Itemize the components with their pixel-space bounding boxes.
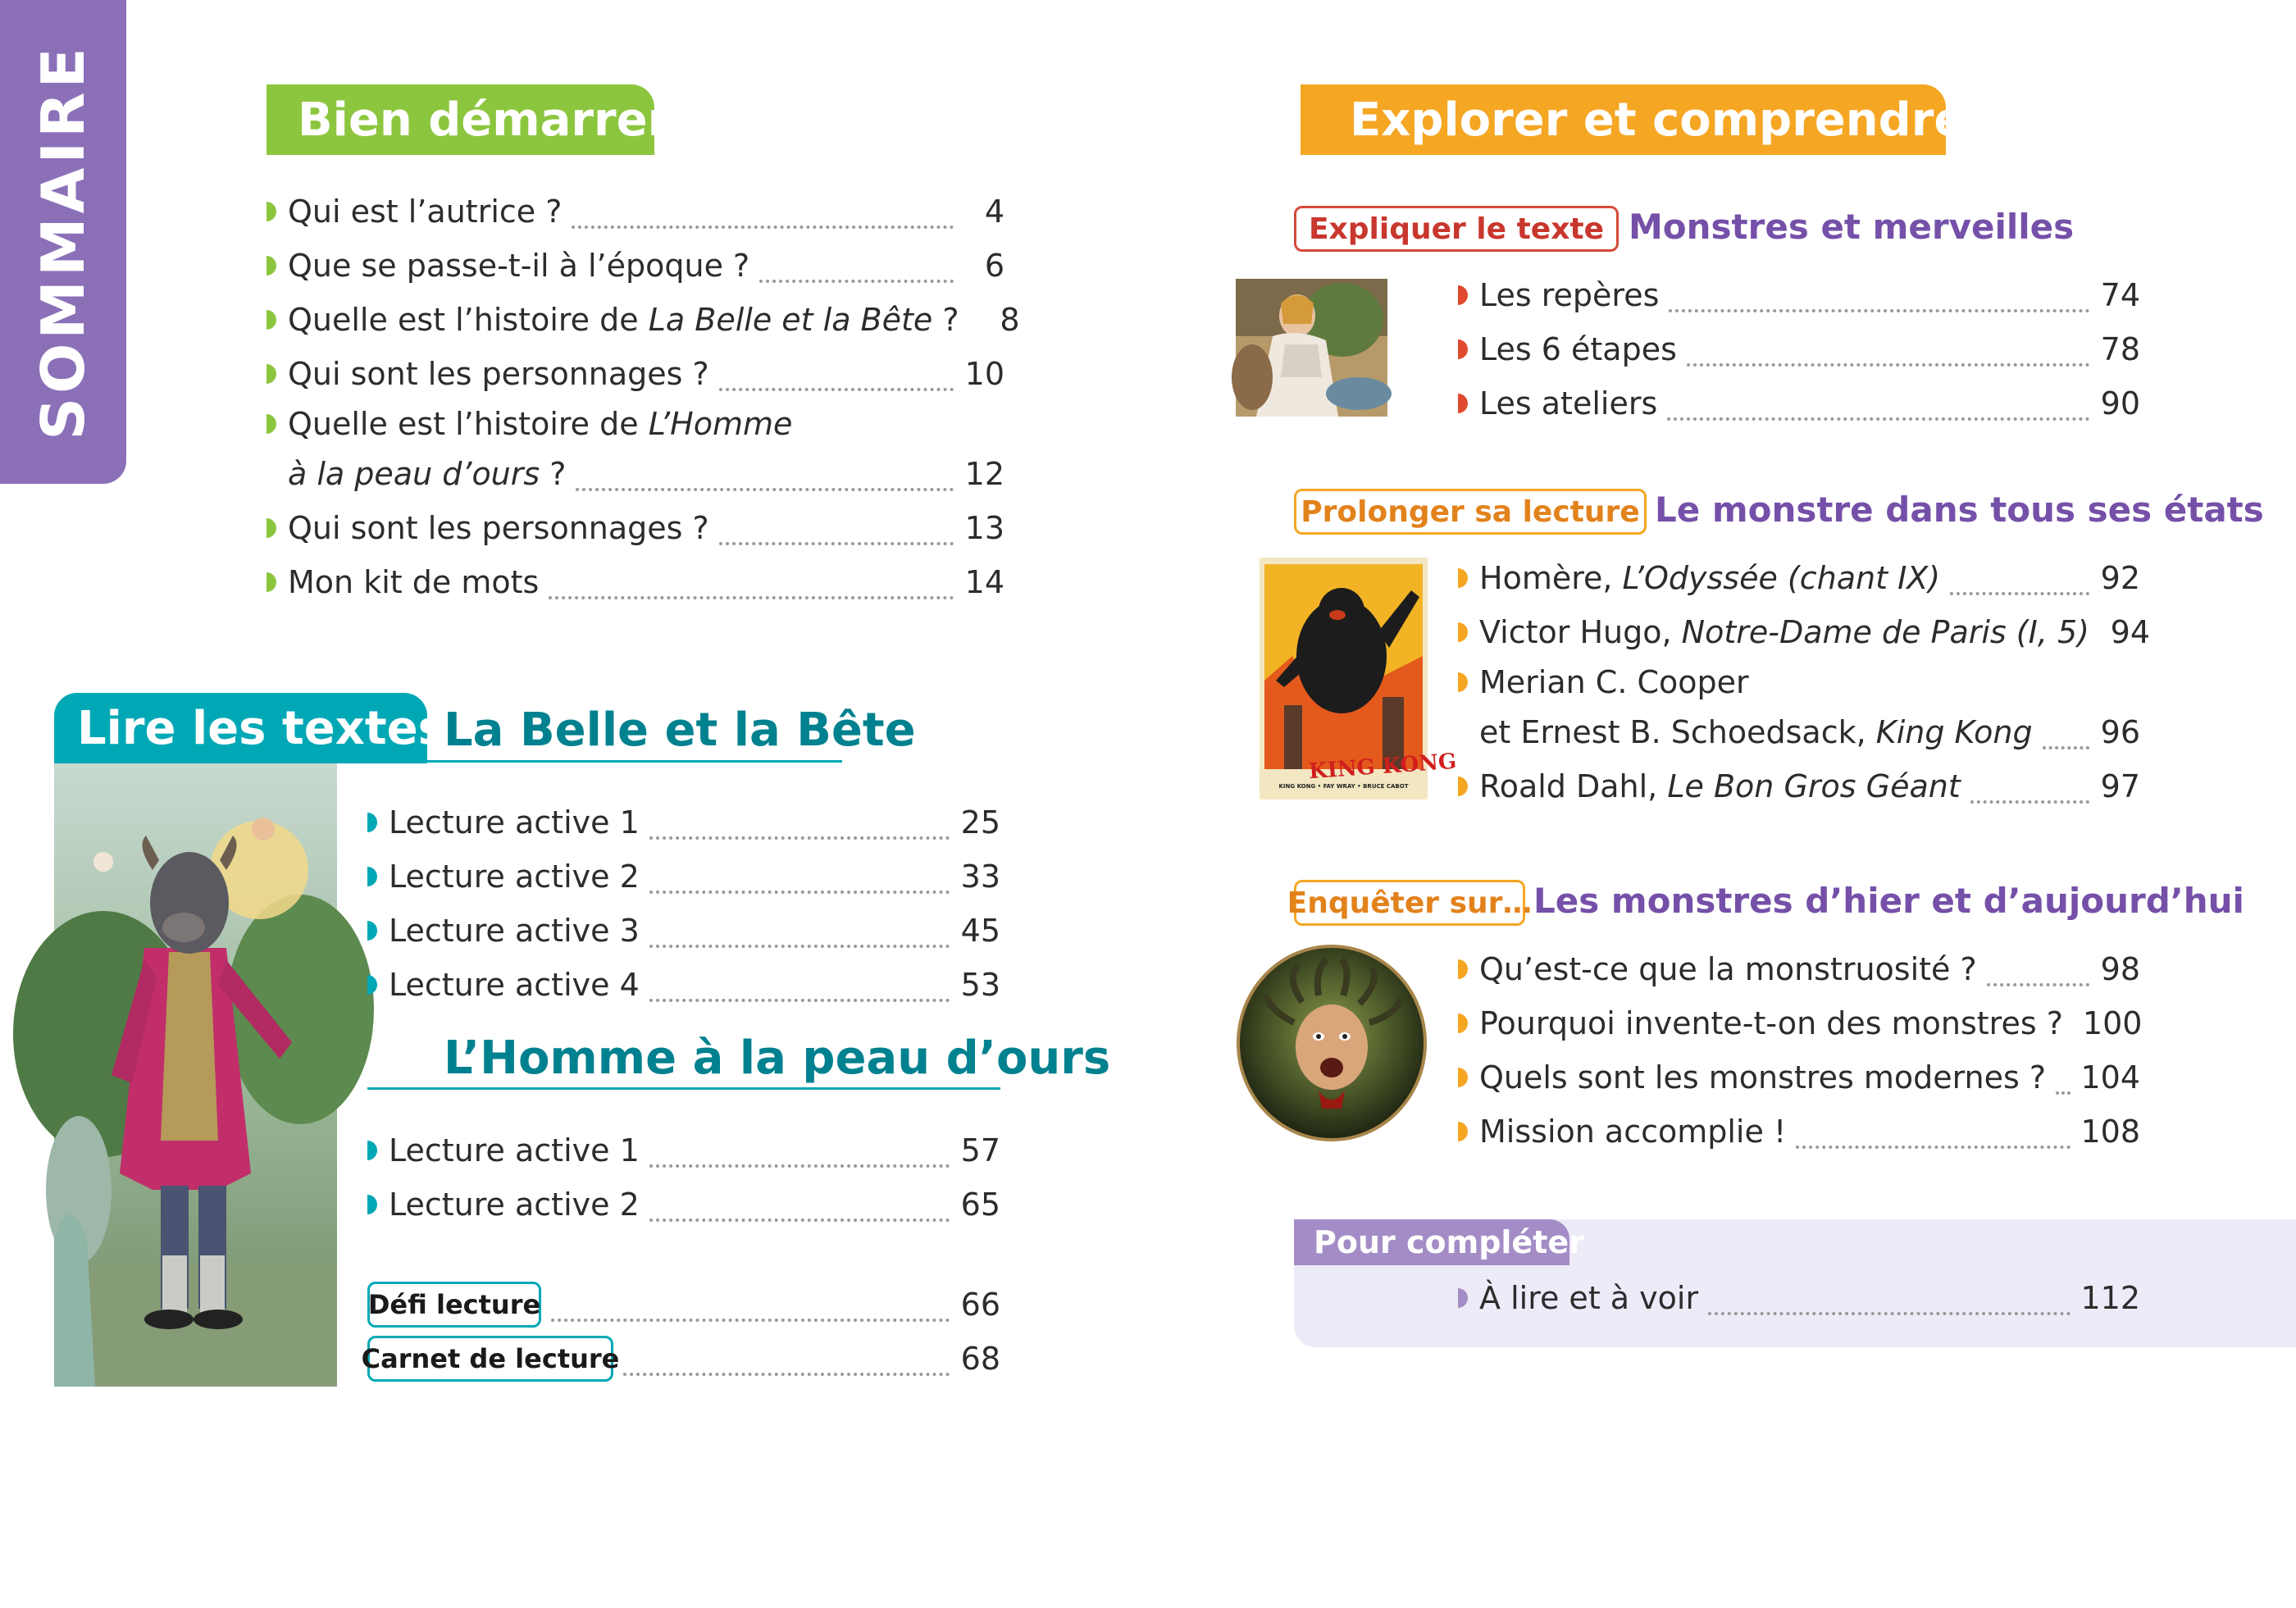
page-number: 45 [960, 913, 1000, 949]
toc-row[interactable]: Victor Hugo, Notre-Dame de Paris (I, 5) 94 [1458, 605, 2140, 659]
page-number: 65 [960, 1187, 1000, 1223]
defi-lecture-tag: Défi lecture [367, 1282, 541, 1328]
dot-leader [649, 927, 950, 948]
title-underline [427, 760, 842, 763]
dot-leader [649, 818, 950, 840]
page-number: 96 [2100, 714, 2140, 750]
toc-row[interactable]: Qu’est-ce que la monstruosité ? 98 [1458, 942, 2140, 996]
carnet-de-lecture-tag: Carnet de lecture [367, 1336, 613, 1382]
dot-leader [649, 1200, 950, 1222]
toc-expliquer-le-texte [1458, 268, 2140, 430]
page-number: 53 [960, 967, 1000, 1003]
toc-pour-completer [1458, 1271, 2140, 1325]
title-l-homme-a-la-peau-d-ours: L’Homme à la peau d’ours [444, 1032, 1111, 1085]
beast-illustration-svg [54, 763, 337, 1387]
section-header-pour-completer: Pour compléter [1294, 1219, 1569, 1265]
toc-row[interactable]: Qui est l’autrice ? 4 [266, 184, 1004, 239]
medusa-shield-illustration [1237, 945, 1428, 1141]
page-number: 97 [2100, 768, 2140, 804]
page-number: 98 [2100, 951, 2140, 987]
bullet-icon [367, 921, 377, 941]
toc-row[interactable]: Lecture active 4 53 [367, 958, 1000, 1012]
page-number: 8 [1000, 302, 1020, 338]
dot-leader [759, 262, 954, 283]
toc-row[interactable]: Les ateliers 90 [1458, 376, 2140, 430]
king-kong-poster [1260, 558, 1458, 799]
page-number: 66 [960, 1287, 1000, 1323]
beast-illustration [54, 763, 337, 1387]
bullet-icon [367, 1141, 377, 1160]
page-number: 14 [964, 564, 1004, 600]
dot-leader [649, 1146, 950, 1168]
page-number: 92 [2100, 560, 2140, 596]
page-number: 13 [964, 510, 1004, 546]
toc-row[interactable]: Qui sont les personnages ? 10 [266, 347, 1004, 401]
section-header-lire-les-textes: Lire les textes [54, 693, 427, 763]
sommaire-label: SOMMAIRE [29, 43, 98, 440]
dot-leader [1950, 574, 2089, 595]
enqueter-sur-tag: Enquêter sur… [1294, 880, 1525, 926]
bullet-icon [1458, 394, 1468, 413]
toc-row-two-line[interactable]: Quelle est l’histoire de L’Homme à la peau d’ours ? 12 [266, 401, 1004, 501]
dot-leader [1667, 399, 2089, 421]
page-number: 90 [2100, 385, 2140, 421]
bullet-icon [1458, 672, 1468, 692]
page-number: 57 [960, 1132, 1000, 1168]
poster-title: KING KONG [1308, 749, 1458, 785]
toc-row[interactable]: Mission accomplie ! 108 [1458, 1105, 2140, 1159]
bullet-icon [1458, 568, 1468, 588]
toc-row[interactable]: Lecture active 1 57 [367, 1123, 1000, 1178]
bullet-icon [1458, 777, 1468, 796]
bullet-icon [367, 813, 377, 832]
dot-leader [551, 1301, 950, 1322]
page-number: 10 [964, 356, 1004, 392]
toc-row[interactable]: Quelle est l’histoire de La Belle et la Bête ? 8 [266, 293, 1004, 347]
toc-row[interactable]: Lecture active 2 33 [367, 850, 1000, 904]
dot-leader [649, 981, 950, 1002]
painting-illustration [1236, 279, 1387, 417]
dot-leader [719, 524, 954, 545]
dot-leader [1970, 782, 2089, 804]
toc-row[interactable]: Les repères 74 [1458, 268, 2140, 322]
dot-leader [2056, 1073, 2070, 1095]
page-number: 12 [964, 456, 1004, 492]
expliquer-le-texte-tag: Expliquer le texte [1294, 206, 1619, 252]
bullet-icon [1458, 959, 1468, 979]
title-les-monstres-d-hier-et-d-aujourd-hui: Les monstres d’hier et d’aujourd’hui [1533, 881, 2244, 921]
toc-row[interactable]: Lecture active 2 65 [367, 1178, 1000, 1232]
bullet-icon [1458, 622, 1468, 642]
toc-prolonger-sa-lecture [1458, 551, 2150, 813]
toc-row-two-line[interactable]: Merian C. Cooper et Ernest B. Schoedsack, King Kong 96 [1458, 659, 2140, 759]
bullet-icon [1458, 339, 1468, 359]
page-number: 33 [960, 859, 1000, 895]
toc-row[interactable]: Homère, L’Odyssée (chant IX) 92 [1458, 551, 2140, 605]
page-number: 108 [2080, 1114, 2140, 1150]
toc-row-carnet-de-lecture[interactable] [361, 1332, 1000, 1386]
toc-extras [361, 1278, 1000, 1386]
dot-leader [1987, 965, 2089, 986]
dot-leader [549, 578, 954, 599]
dot-leader [719, 370, 954, 391]
bullet-icon [1458, 1122, 1468, 1141]
title-monstres-et-merveilles: Monstres et merveilles [1629, 207, 2075, 247]
section-header-explorer-et-comprendre: Explorer et comprendre [1301, 84, 1946, 155]
dot-leader [572, 207, 954, 229]
toc-row[interactable]: Quels sont les monstres modernes ? 104 [1458, 1050, 2140, 1105]
toc-row[interactable]: Qui sont les personnages ? 13 [266, 501, 1004, 555]
page-number: 78 [2100, 331, 2140, 367]
page-number: 112 [2080, 1280, 2140, 1316]
page-number: 68 [960, 1341, 1000, 1377]
page-number: 4 [984, 194, 1004, 230]
dot-leader [1669, 291, 2089, 312]
dot-leader [649, 872, 950, 894]
toc-la-belle-et-la-bete [367, 795, 1000, 1012]
dot-leader [576, 470, 954, 491]
bullet-icon [266, 572, 276, 592]
bullet-icon [367, 1195, 377, 1214]
page-number: 100 [2082, 1005, 2143, 1041]
dot-leader [1708, 1294, 2070, 1315]
toc-row[interactable]: À lire et à voir 112 [1458, 1271, 2140, 1325]
page-number: 94 [2110, 614, 2150, 650]
page-number: 104 [2080, 1059, 2140, 1096]
page-number: 6 [984, 248, 1004, 284]
bullet-icon [367, 867, 377, 886]
bullet-icon [367, 975, 377, 995]
toc-row[interactable]: Roald Dahl, Le Bon Gros Géant 97 [1458, 759, 2140, 813]
title-underline [367, 1087, 1000, 1090]
bullet-icon [266, 364, 276, 384]
toc-l-homme-a-la-peau-d-ours [367, 1123, 1000, 1232]
toc-row[interactable]: Les 6 étapes 78 [1458, 322, 2140, 376]
page-number: 74 [2100, 277, 2140, 313]
toc-row[interactable]: Lecture active 3 45 [367, 904, 1000, 958]
bullet-icon [266, 256, 276, 276]
sommaire-side-tab [0, 0, 126, 484]
toc-bien-demarrer [266, 184, 1020, 609]
title-la-belle-et-la-bete: La Belle et la Bête [444, 704, 916, 757]
bullet-icon [266, 414, 276, 434]
bullet-icon [1458, 285, 1468, 305]
bullet-icon [266, 518, 276, 538]
bullet-icon [266, 202, 276, 221]
section-header-bien-demarrer: Bien démarrer [266, 84, 654, 155]
bullet-icon [1458, 1288, 1468, 1308]
bullet-icon [1458, 1068, 1468, 1087]
dot-leader [623, 1355, 950, 1376]
prolonger-sa-lecture-tag: Prolonger sa lecture [1294, 489, 1647, 535]
page-number: 25 [960, 804, 1000, 840]
toc-row[interactable]: Pourquoi invente-t-on des monstres ? 100 [1458, 996, 2140, 1050]
dot-leader [1796, 1127, 2070, 1149]
dot-leader [1687, 345, 2089, 367]
toc-row[interactable]: Mon kit de mots 14 [266, 555, 1004, 609]
toc-enqueter-sur [1458, 942, 2143, 1159]
toc-row-defi-lecture[interactable] [367, 1278, 1000, 1332]
dot-leader [2043, 728, 2089, 749]
toc-row[interactable]: Que se passe-t-il à l’époque ? 6 [266, 239, 1004, 293]
bullet-icon [266, 310, 276, 330]
bullet-icon [1458, 1014, 1468, 1033]
toc-row[interactable]: Lecture active 1 25 [367, 795, 1000, 850]
title-le-monstre-dans-tous-ses-etats: Le monstre dans tous ses états [1655, 490, 2264, 530]
poster-credits: KING KONG • FAY WRAY • BRUCE CABOT [1278, 783, 1409, 790]
